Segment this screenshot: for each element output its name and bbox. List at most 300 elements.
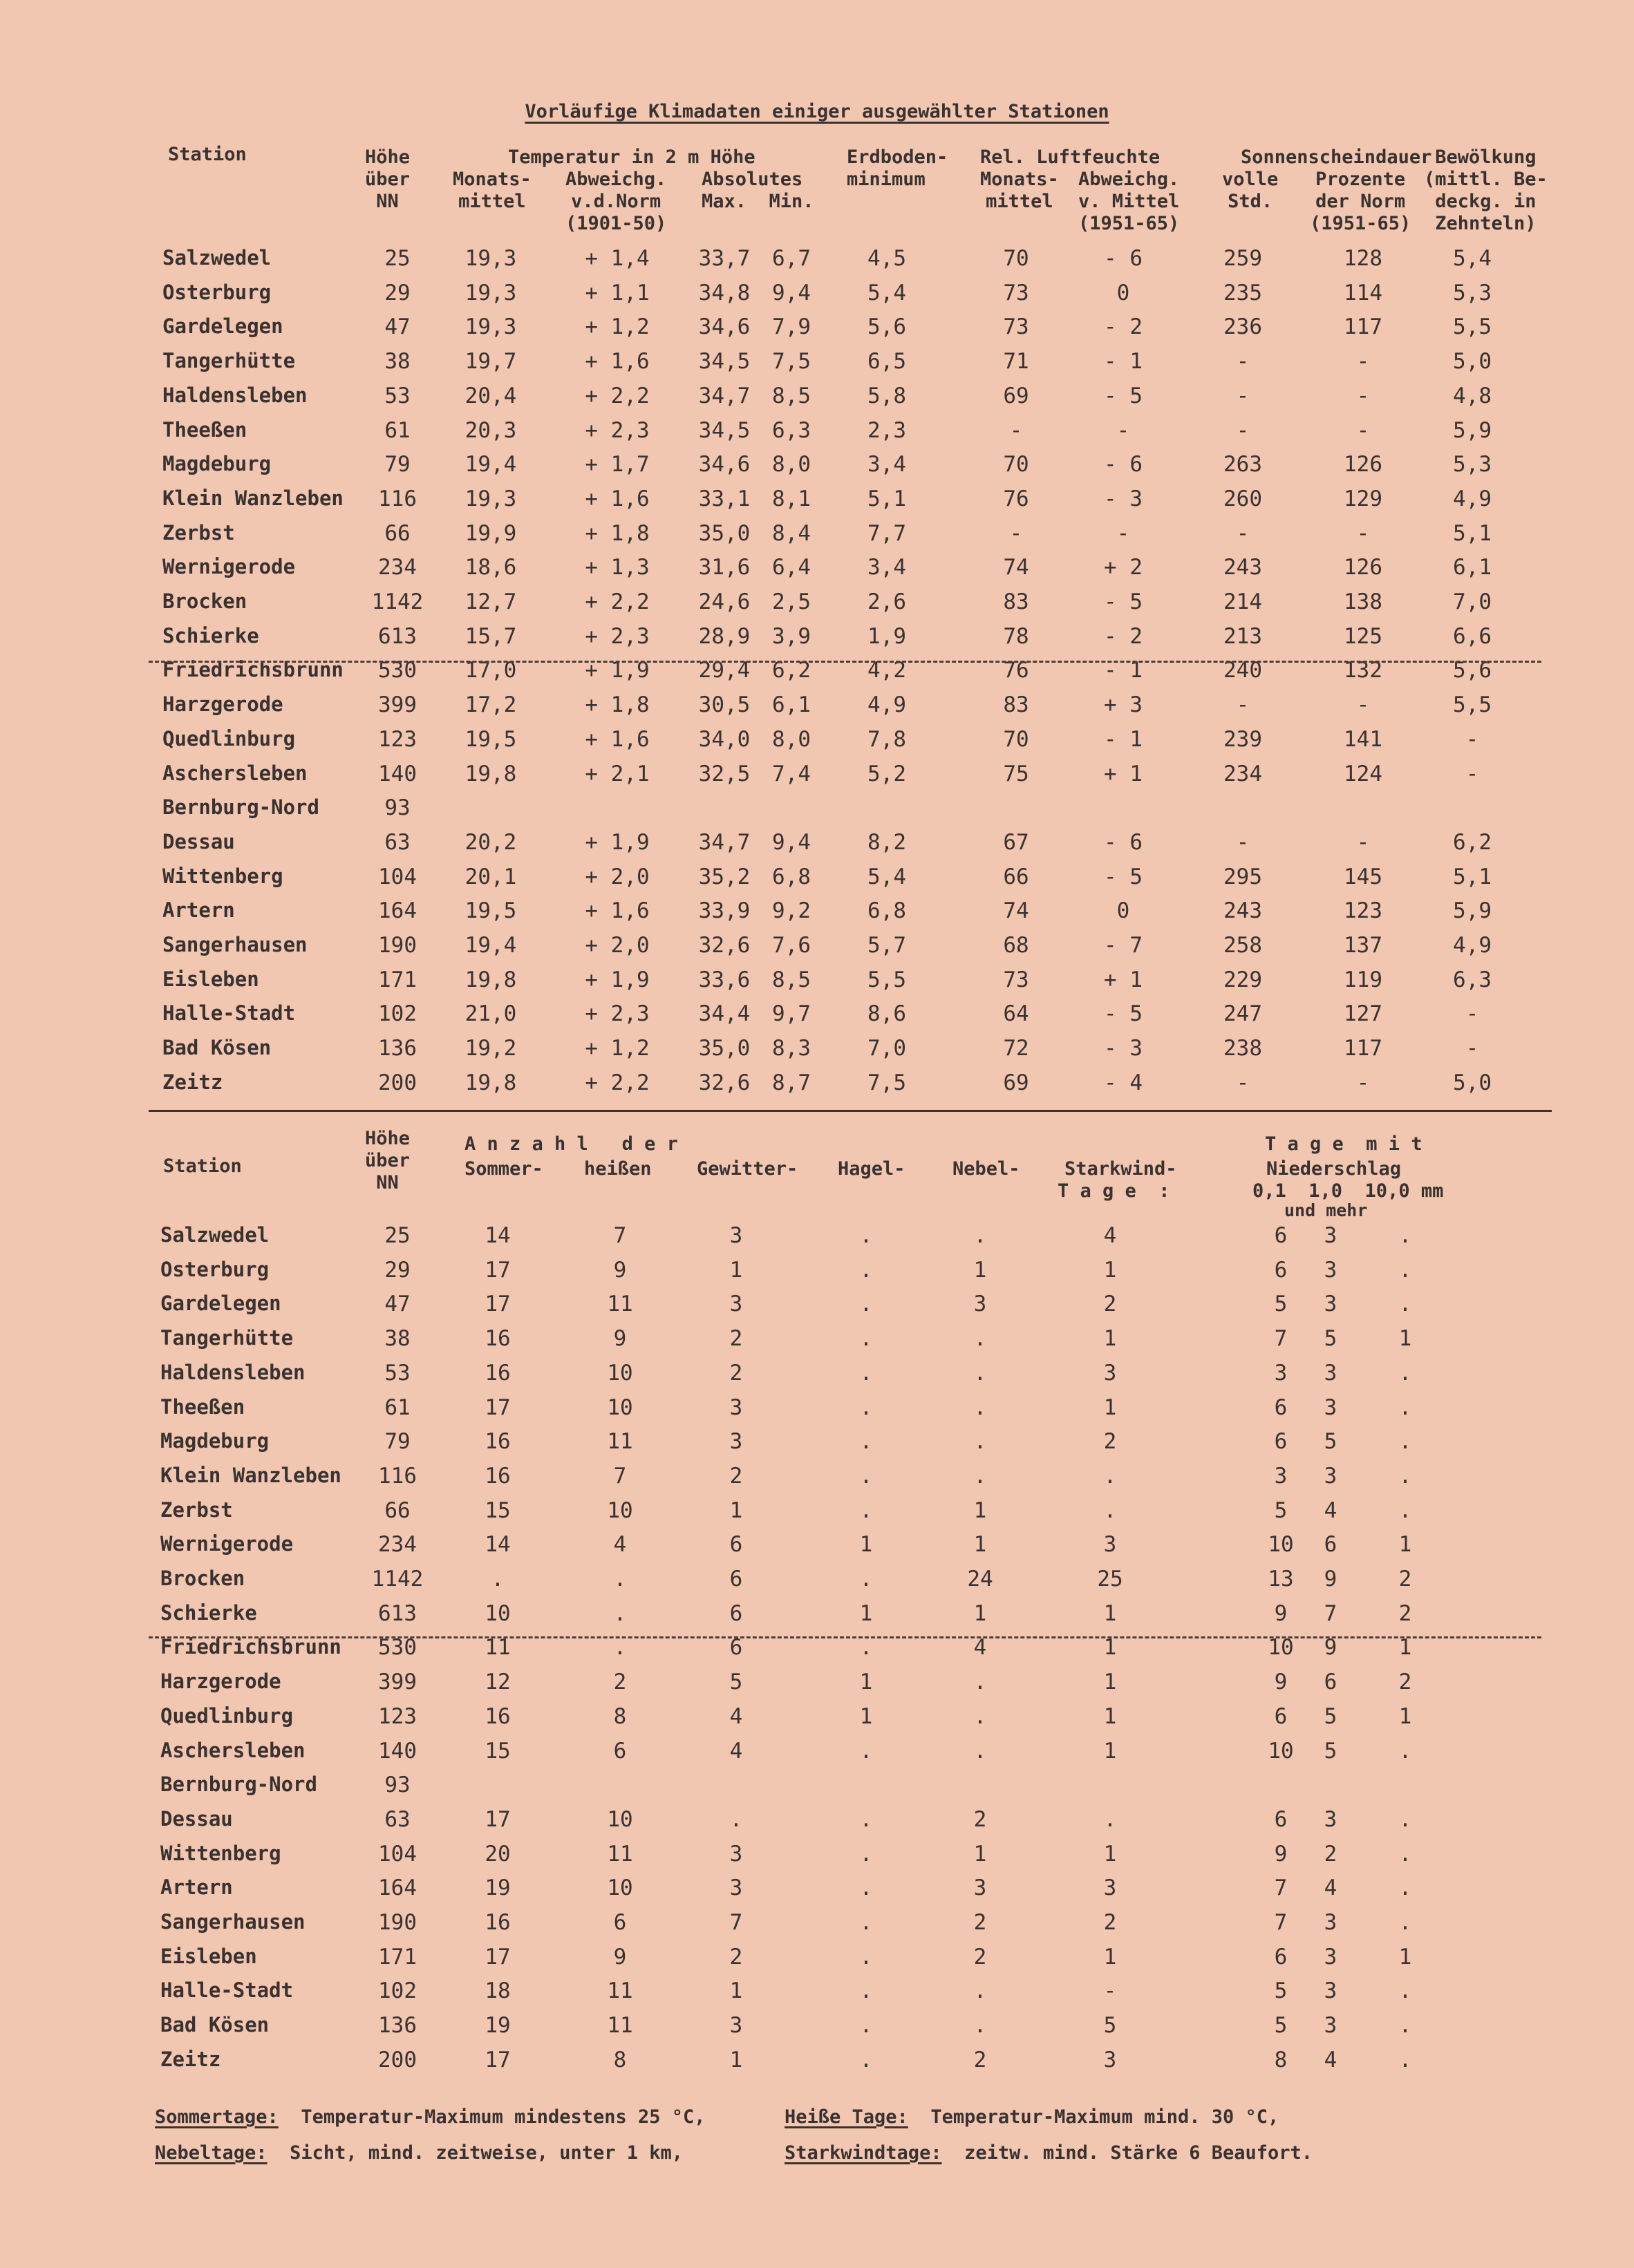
table-row	[0, 555, 1634, 587]
table1-cell-luft-abw: -	[1116, 520, 1130, 546]
table2-cell-hoehe: 61	[384, 1395, 411, 1420]
table1-cell-luft-abw: - 5	[1104, 864, 1143, 889]
table1-cell-abweichung: + 2,2	[585, 383, 650, 408]
table1-cell-hoehe: 61	[384, 417, 411, 443]
table1-cell-bewoelkung: 6,1	[1453, 555, 1492, 580]
table1-cell-sonne-std: -	[1236, 692, 1250, 718]
table2-cell-sommer: 16	[485, 1326, 511, 1352]
table2-cell-starkwind: 1	[1103, 1395, 1117, 1420]
table2-cell-nebel: 2	[973, 1806, 987, 1832]
table1-cell-monatsmittel: 19,3	[464, 314, 517, 340]
table1-cell-sonne-proz: 125	[1344, 623, 1382, 649]
table-row	[0, 1773, 1634, 1804]
table2-cell-nieder-01: 6	[1274, 1703, 1288, 1729]
table2-cell-gewitter: 3	[729, 1841, 743, 1867]
table2-cell-nieder-100: 1	[1398, 1635, 1412, 1661]
table1-cell-luft-mittel: 73	[1003, 314, 1029, 340]
table1-cell-abweichung: + 1,4	[585, 246, 650, 271]
table1-cell-station: Artern	[162, 898, 235, 923]
table2-cell-station: Schierke	[160, 1600, 257, 1625]
table2-cell-starkwind: 3	[1103, 1875, 1117, 1901]
table1-cell-hoehe: 47	[384, 314, 411, 340]
table-row	[0, 1601, 1634, 1633]
table1-cell-sonne-std: 235	[1223, 280, 1262, 305]
table2-cell-sommer: 14	[485, 1223, 511, 1248]
table2-cell-nieder-10: 6	[1324, 1532, 1337, 1558]
t1-header-luft-group: Rel. Luftfeuchte	[980, 147, 1161, 168]
table-row	[0, 1704, 1634, 1736]
table2-cell-gewitter: 7	[729, 1910, 743, 1935]
table2-cell-hoehe: 399	[378, 1670, 417, 1695]
t1-header-sonne-group: Sonnenscheindauer	[1241, 147, 1432, 168]
table2-cell-nieder-100: .	[1398, 1223, 1412, 1248]
table1-cell-abweichung: + 1,8	[585, 692, 650, 718]
table1-cell-sonne-std: 243	[1223, 898, 1262, 924]
table2-cell-nieder-100: .	[1398, 1841, 1412, 1867]
table2-cell-nieder-100: 1	[1398, 1703, 1412, 1729]
table1-cell-min: 8,1	[772, 486, 811, 511]
table1-cell-luft-mittel: 83	[1003, 692, 1029, 718]
table1-cell-luft-abw: + 1	[1104, 761, 1143, 786]
table1-cell-station: Osterburg	[162, 280, 272, 304]
table1-cell-bewoelkung: -	[1465, 761, 1479, 786]
table1-cell-sonne-std: -	[1236, 417, 1250, 443]
footnote-heisse-label: Heiße Tage:	[785, 2106, 908, 2128]
table2-cell-hoehe: 123	[378, 1703, 417, 1729]
footnote-sommertage-text: Temperatur-Maximum mindestens 25 °C,	[301, 2106, 706, 2128]
table-row	[0, 486, 1634, 518]
table1-cell-min: 3,9	[772, 623, 811, 649]
table-row	[0, 521, 1634, 553]
table1-cell-bewoelkung: 5,1	[1453, 864, 1492, 889]
t2-header-tage: T a g e :	[1058, 1180, 1170, 1202]
table2-cell-station: Brocken	[160, 1567, 245, 1590]
table1-cell-luft-mittel: 74	[1003, 555, 1029, 580]
table1-cell-sonne-proz: 127	[1344, 1001, 1382, 1027]
table1-cell-min: 6,1	[772, 692, 811, 718]
table1-cell-min: 6,2	[772, 658, 811, 683]
table2-cell-gewitter: 2	[729, 1360, 743, 1386]
table2-cell-heiss: 7	[613, 1463, 627, 1489]
table1-cell-luft-abw: - 4	[1104, 1070, 1143, 1095]
table1-cell-sonne-proz: 123	[1344, 898, 1382, 924]
table1-cell-bewoelkung: 4,8	[1453, 383, 1492, 408]
table1-cell-hoehe: 63	[384, 829, 411, 855]
table1-cell-luft-mittel: 78	[1003, 623, 1029, 649]
table2-cell-heiss: 11	[607, 1292, 633, 1317]
table1-cell-bewoelkung: 5,3	[1453, 280, 1492, 305]
table1-cell-luft-abw: -	[1116, 417, 1130, 443]
table1-cell-monatsmittel: 17,2	[464, 692, 517, 718]
table1-cell-luft-abw: - 6	[1104, 452, 1143, 478]
table1-cell-monatsmittel: 19,7	[464, 349, 517, 375]
table2-cell-hagel: .	[859, 1497, 873, 1523]
table1-cell-luft-mittel: 76	[1003, 658, 1029, 683]
table1-cell-luft-abw: - 6	[1104, 246, 1143, 271]
table2-cell-sommer: 20	[485, 1841, 511, 1867]
table-row	[0, 2013, 1634, 2045]
table1-cell-abweichung: + 2,3	[585, 417, 650, 443]
table-row	[0, 1842, 1634, 1873]
table2-cell-hoehe: 530	[378, 1635, 417, 1661]
table-row	[0, 898, 1634, 930]
table2-cell-nebel: .	[973, 1360, 987, 1386]
table2-cell-hagel: 1	[859, 1600, 873, 1626]
table2-cell-hoehe: 53	[384, 1360, 411, 1386]
table2-cell-hoehe: 171	[378, 1944, 417, 1969]
table2-cell-nieder-01: 7	[1274, 1910, 1288, 1935]
table1-cell-luft-mittel: 76	[1003, 486, 1029, 511]
table2-cell-sommer: 11	[485, 1635, 511, 1661]
table2-cell-nieder-10: 3	[1324, 1463, 1337, 1489]
table2-cell-nieder-10: 3	[1324, 2013, 1337, 2039]
table1-cell-luft-abw: - 1	[1104, 658, 1143, 683]
table1-cell-luft-mittel: 70	[1003, 726, 1029, 752]
table-row	[0, 418, 1634, 450]
table2-cell-hagel: .	[859, 2013, 873, 2039]
table1-cell-station: Theeßen	[162, 417, 247, 442]
table1-cell-min: 9,7	[772, 1001, 811, 1027]
t1-header-abweichung: Abweichg. v.d.Norm (1901-50)	[565, 169, 667, 234]
table1-cell-min: 8,5	[772, 967, 811, 992]
table1-cell-min: 8,5	[772, 383, 811, 408]
table2-cell-nebel: 1	[973, 1600, 987, 1626]
table2-cell-nieder-10: 3	[1324, 1292, 1337, 1317]
table1-cell-abweichung: + 1,9	[585, 829, 650, 855]
table1-cell-luft-abw: - 1	[1104, 349, 1143, 375]
table1-cell-max: 34,5	[698, 349, 751, 375]
table2-cell-heiss: 4	[613, 1532, 627, 1558]
table2-cell-hoehe: 79	[384, 1429, 411, 1455]
table1-cell-max: 34,5	[698, 417, 751, 443]
table1-cell-monatsmittel: 20,4	[464, 383, 517, 408]
table1-cell-sonne-std: -	[1236, 383, 1250, 408]
table1-cell-abweichung: + 1,6	[585, 486, 650, 511]
table1-cell-bewoelkung: 5,9	[1453, 417, 1492, 443]
table1-cell-min: 8,3	[772, 1036, 811, 1061]
table2-cell-gewitter: 2	[729, 1944, 743, 1969]
table1-cell-max: 30,5	[698, 692, 751, 718]
table2-cell-nieder-10: 5	[1324, 1326, 1337, 1352]
table1-cell-min: 8,0	[772, 726, 811, 752]
table1-cell-luft-mittel: 68	[1003, 933, 1029, 958]
table-row	[0, 762, 1634, 793]
table1-cell-bewoelkung: 5,0	[1453, 1070, 1492, 1095]
table1-cell-sonne-proz: 132	[1344, 658, 1382, 683]
table1-cell-luft-mittel: 72	[1003, 1036, 1029, 1061]
table-row	[0, 1670, 1634, 1701]
table2-cell-hagel: 1	[859, 1703, 873, 1729]
t2-header-anzahl: A n z a h l d e r	[464, 1133, 678, 1155]
table1-cell-sonne-std: 247	[1223, 1001, 1262, 1027]
table2-cell-nieder-10: 3	[1324, 1360, 1337, 1386]
table1-cell-monatsmittel: 19,9	[464, 520, 517, 546]
table-row	[0, 349, 1634, 381]
table1-cell-station: Brocken	[162, 589, 247, 613]
table2-cell-heiss: 9	[613, 1257, 627, 1283]
table2-cell-heiss: 2	[613, 1670, 627, 1695]
table2-cell-heiss: 8	[613, 2047, 627, 2072]
table2-cell-station: Friedrichsbrunn	[160, 1635, 341, 1659]
table1-cell-sonne-proz: 117	[1344, 1036, 1382, 1061]
footnote-heisse	[785, 2106, 1279, 2128]
t2-header-nieder-cols: 0,1 1,0 10,0 mm	[1252, 1180, 1444, 1202]
table1-cell-luft-abw: 0	[1116, 280, 1130, 305]
table2-cell-starkwind: .	[1103, 1463, 1117, 1489]
table1-cell-station: Aschersleben	[162, 761, 308, 785]
table2-cell-nieder-01: 6	[1274, 1395, 1288, 1420]
table2-cell-hoehe: 104	[378, 1841, 417, 1867]
table1-cell-abweichung: + 1,6	[585, 726, 650, 752]
table1-cell-abweichung: + 2,1	[585, 761, 650, 786]
footnote-sommertage	[155, 2106, 706, 2128]
table2-cell-nieder-100: .	[1398, 1395, 1412, 1420]
table2-cell-nieder-100: .	[1398, 1360, 1412, 1386]
table-row	[0, 1429, 1634, 1461]
table-row	[0, 1910, 1634, 1942]
table2-cell-station: Zeitz	[160, 2047, 221, 2071]
table1-cell-luft-abw: + 3	[1104, 692, 1143, 718]
table2-cell-station: Dessau	[160, 1806, 233, 1831]
table2-cell-hoehe: 200	[378, 2047, 417, 2072]
table2-cell-nieder-10: 3	[1324, 1806, 1337, 1832]
table1-cell-erdboden: 5,1	[867, 486, 906, 511]
section-rule	[149, 1110, 1552, 1112]
table2-cell-sommer: 19	[485, 2013, 511, 2039]
table-row	[0, 830, 1634, 862]
table1-cell-monatsmittel: 20,1	[464, 864, 517, 889]
table1-cell-luft-abw: - 7	[1104, 933, 1143, 958]
table2-cell-starkwind: 2	[1103, 1910, 1117, 1935]
table2-cell-nebel: .	[973, 1223, 987, 1248]
table2-cell-starkwind: 1	[1103, 1738, 1117, 1764]
table2-cell-nieder-100: .	[1398, 1978, 1412, 2004]
table2-cell-hagel: .	[859, 1841, 873, 1867]
table-row	[0, 1326, 1634, 1358]
table1-cell-sonne-proz: 137	[1344, 933, 1382, 958]
table1-cell-max: 32,6	[698, 933, 751, 958]
t1-header-erdboden: Erdboden- minimum	[847, 147, 948, 190]
table2-cell-heiss: 10	[607, 1497, 633, 1523]
table-row	[0, 1292, 1634, 1323]
table2-cell-heiss: 11	[607, 1841, 633, 1867]
t1-header-absolutes: Absolutes Max. Min.	[702, 169, 814, 212]
table1-cell-luft-abw: - 2	[1104, 314, 1143, 340]
table2-cell-heiss: 6	[613, 1738, 627, 1764]
table2-cell-nieder-100: 1	[1398, 1326, 1412, 1352]
t1-dashed-separator	[149, 661, 1541, 663]
table2-cell-nieder-10: 4	[1324, 1497, 1337, 1523]
table1-cell-hoehe: 29	[384, 280, 411, 305]
table1-cell-sonne-proz: -	[1356, 829, 1370, 855]
table1-cell-sonne-proz: -	[1356, 692, 1370, 718]
table1-cell-sonne-std: 229	[1223, 967, 1262, 992]
table2-cell-heiss: 9	[613, 1944, 627, 1969]
table-row	[0, 1567, 1634, 1598]
table1-cell-station: Salzwedel	[162, 246, 272, 270]
table2-cell-nebel: .	[973, 1978, 987, 2004]
table2-cell-nieder-10: 2	[1324, 1841, 1337, 1867]
table1-cell-sonne-std: -	[1236, 829, 1250, 855]
table2-cell-hoehe: 234	[378, 1532, 417, 1558]
table2-cell-nieder-10: 3	[1324, 1910, 1337, 1935]
table1-cell-max: 34,0	[698, 726, 751, 752]
table1-cell-bewoelkung: 7,0	[1453, 589, 1492, 614]
table1-cell-sonne-std: 259	[1223, 246, 1262, 271]
table1-cell-bewoelkung: 6,6	[1453, 623, 1492, 649]
table1-cell-hoehe: 1142	[371, 589, 424, 614]
table2-cell-heiss: 6	[613, 1910, 627, 1935]
table1-cell-min: 6,4	[772, 555, 811, 580]
table1-cell-station: Klein Wanzleben	[162, 486, 344, 510]
table1-cell-sonne-proz: 141	[1344, 726, 1382, 752]
table1-cell-erdboden: 4,2	[867, 658, 906, 683]
table1-cell-abweichung: + 1,1	[585, 280, 650, 305]
table2-cell-nieder-01: 6	[1274, 1223, 1288, 1248]
table-row	[0, 452, 1634, 484]
table2-cell-station: Aschersleben	[160, 1738, 306, 1762]
table2-cell-station: Theeßen	[160, 1395, 245, 1419]
table1-cell-hoehe: 200	[378, 1070, 417, 1095]
table1-cell-sonne-std: 295	[1223, 864, 1262, 889]
table1-cell-monatsmittel: 19,5	[464, 726, 517, 752]
table1-cell-station: Haldensleben	[162, 383, 308, 407]
table2-cell-nieder-10: 5	[1324, 1703, 1337, 1729]
table2-cell-nieder-100: .	[1398, 1463, 1412, 1489]
table2-cell-hagel: 1	[859, 1670, 873, 1695]
table1-cell-min: 8,4	[772, 520, 811, 546]
table-row	[0, 933, 1634, 965]
table2-cell-nebel: 2	[973, 1910, 987, 1935]
table1-cell-min: 7,4	[772, 761, 811, 786]
table2-cell-sommer: 14	[485, 1532, 511, 1558]
table-row	[0, 2048, 1634, 2079]
table2-cell-sommer: 17	[485, 2047, 511, 2072]
table1-cell-luft-mittel: 69	[1003, 1070, 1029, 1095]
table1-cell-station: Friedrichsbrunn	[162, 658, 344, 682]
table1-cell-sonne-proz: -	[1356, 520, 1370, 546]
table2-cell-gewitter: 1	[729, 1257, 743, 1283]
table2-cell-nebel: 1	[973, 1497, 987, 1523]
t2-header-und-mehr: und mehr	[1284, 1200, 1368, 1220]
table1-cell-max: 34,4	[698, 1001, 751, 1027]
t1-header-sonne-proz: Prozente der Norm (1951-65)	[1310, 169, 1411, 234]
table2-cell-nieder-01: 6	[1274, 1944, 1288, 1969]
table1-cell-luft-mittel: 69	[1003, 383, 1029, 408]
table-row	[0, 864, 1634, 896]
table1-cell-sonne-proz: 128	[1344, 246, 1382, 271]
table2-cell-heiss: 10	[607, 1395, 633, 1420]
table2-cell-gewitter: 2	[729, 1326, 743, 1352]
t2-header-tage-mit: T a g e m i t	[1265, 1133, 1422, 1155]
table2-cell-starkwind: -	[1103, 1978, 1117, 2004]
table1-cell-monatsmittel: 18,6	[464, 555, 517, 580]
table2-cell-nieder-10: 3	[1324, 1223, 1337, 1248]
table2-cell-starkwind: 2	[1103, 1429, 1117, 1455]
table2-cell-nieder-01: 10	[1268, 1532, 1294, 1558]
footnote-nebel-text: Sicht, mind. zeitweise, unter 1 km,	[290, 2142, 684, 2164]
table1-cell-bewoelkung: 6,3	[1453, 967, 1492, 992]
table-row	[0, 1464, 1634, 1495]
table2-cell-nieder-100: .	[1398, 1292, 1412, 1317]
table2-cell-sommer: 17	[485, 1292, 511, 1317]
table1-cell-station: Harzgerode	[162, 692, 283, 717]
table1-cell-luft-mittel: 66	[1003, 864, 1029, 889]
table1-cell-max: 33,6	[698, 967, 751, 992]
table1-cell-erdboden: 5,7	[867, 933, 906, 958]
t2-header-nieder: Niederschlag	[1266, 1158, 1402, 1180]
table2-cell-station: Gardelegen	[160, 1292, 281, 1316]
table2-cell-station: Klein Wanzleben	[160, 1463, 341, 1487]
table2-cell-nieder-01: 5	[1274, 2013, 1288, 2039]
table-row	[0, 967, 1634, 999]
table1-cell-min: 7,6	[772, 933, 811, 958]
table1-cell-bewoelkung: 5,5	[1453, 692, 1492, 718]
table1-cell-luft-abw: + 1	[1104, 967, 1143, 992]
table2-cell-nieder-10: 7	[1324, 1600, 1337, 1626]
table1-cell-max: 33,7	[698, 246, 751, 271]
table2-cell-nieder-01: 6	[1274, 1429, 1288, 1455]
table1-cell-bewoelkung: 5,3	[1453, 452, 1492, 478]
table1-cell-min: 6,7	[772, 246, 811, 271]
table1-cell-erdboden: 5,8	[867, 383, 906, 408]
table-row	[0, 384, 1634, 415]
table2-cell-hoehe: 1142	[371, 1567, 424, 1591]
table1-cell-station: Tangerhütte	[162, 349, 296, 373]
t1-header-luft-mittel: Monats- mittel	[980, 169, 1059, 212]
table1-cell-abweichung: + 1,9	[585, 658, 650, 683]
table2-cell-sommer: 10	[485, 1600, 511, 1626]
t2-header-stark: Starkwind-	[1064, 1158, 1177, 1180]
table1-cell-bewoelkung: -	[1465, 1036, 1479, 1061]
table1-cell-min: 9,4	[772, 280, 811, 305]
table2-cell-nebel: 2	[973, 1944, 987, 1969]
footnote-stark-text: zeitw. mind. Stärke 6 Beaufort.	[964, 2142, 1313, 2164]
table1-cell-luft-mittel: 64	[1003, 1001, 1029, 1027]
table-row	[0, 1635, 1634, 1667]
t1-header-sonne-std: volle Std.	[1222, 169, 1279, 212]
table1-cell-station: Bad Kösen	[162, 1036, 272, 1060]
table2-cell-station: Magdeburg	[160, 1429, 270, 1453]
table2-cell-station: Eisleben	[160, 1944, 257, 1968]
table2-cell-hoehe: 116	[378, 1463, 417, 1489]
table1-cell-luft-abw: - 3	[1104, 486, 1143, 511]
table2-cell-gewitter: 6	[729, 1635, 743, 1661]
table2-cell-sommer: 16	[485, 1360, 511, 1386]
table1-cell-max: 35,2	[698, 864, 751, 889]
table2-cell-nieder-100: 1	[1398, 1944, 1412, 1969]
table-row	[0, 1070, 1634, 1102]
table2-cell-nebel: 1	[973, 1532, 987, 1558]
table2-cell-hoehe: 164	[378, 1875, 417, 1901]
table-row	[0, 727, 1634, 759]
table2-cell-nebel: .	[973, 1429, 987, 1455]
table2-cell-nieder-01: 13	[1268, 1567, 1294, 1591]
table1-cell-sonne-std: 239	[1223, 726, 1262, 752]
table2-cell-nebel: .	[973, 1703, 987, 1729]
table1-cell-erdboden: 1,9	[867, 623, 906, 649]
table1-cell-erdboden: 5,4	[867, 280, 906, 305]
table1-cell-monatsmittel: 21,0	[464, 1001, 517, 1027]
footnote-stark-label: Starkwindtage:	[785, 2142, 942, 2164]
table1-cell-bewoelkung: 5,1	[1453, 520, 1492, 546]
table2-cell-heiss: 8	[613, 1703, 627, 1729]
table1-cell-max: 32,5	[698, 761, 751, 786]
table2-cell-nieder-01: 8	[1274, 2047, 1288, 2072]
table2-cell-starkwind: 1	[1103, 1841, 1117, 1867]
table2-cell-gewitter: 3	[729, 1395, 743, 1420]
table1-cell-hoehe: 140	[378, 761, 417, 786]
